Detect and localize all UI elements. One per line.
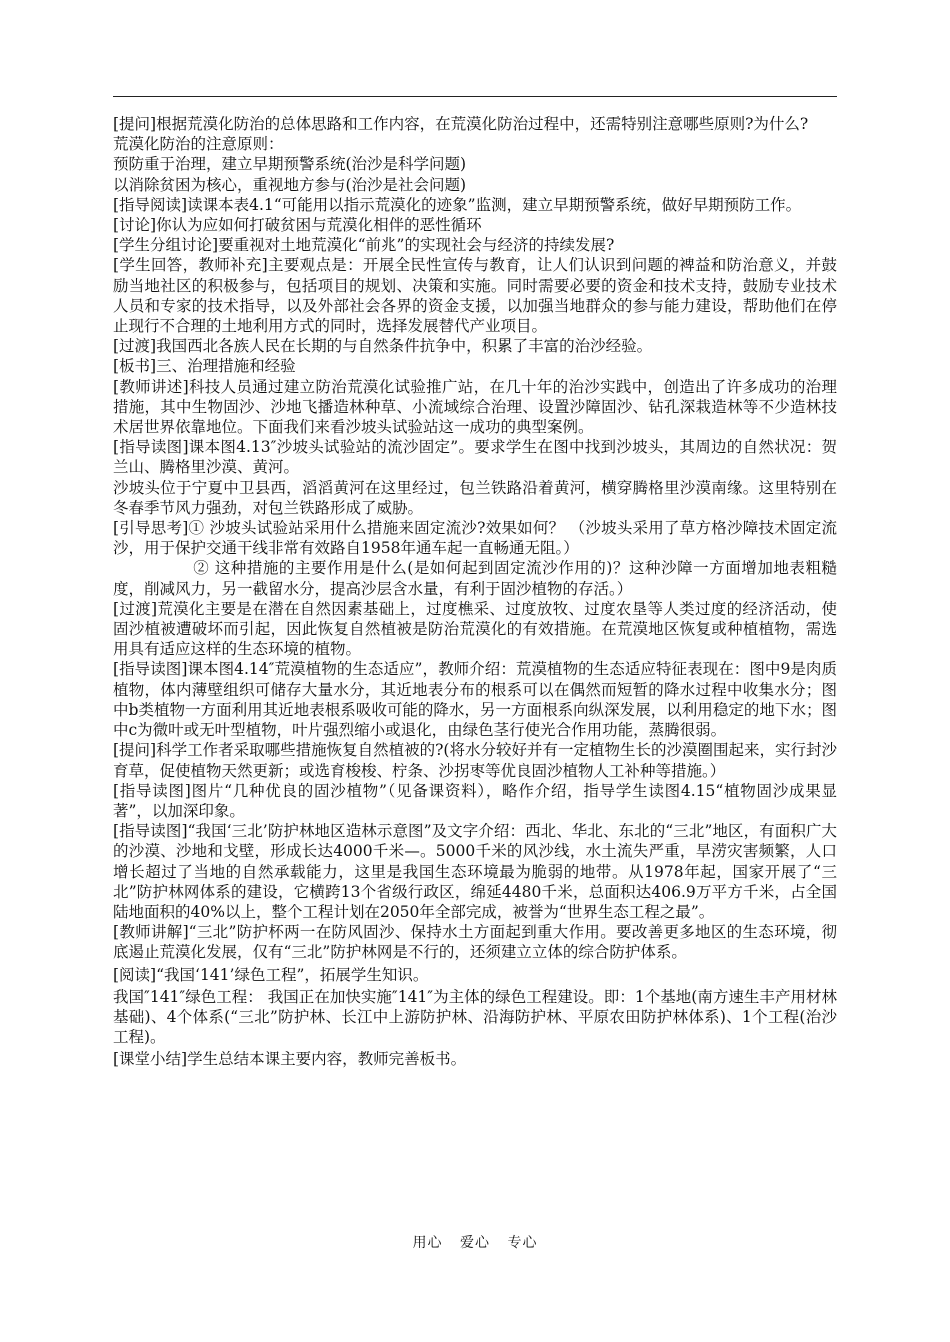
document-body	[113, 114, 837, 1070]
paragraph-teacher-narration: [教师讲述]科技人员通过建立防治荒漠化试验推广站，在几十年的治沙实践中，创造出了许多成功的治理措施，其中生物固沙、沙地飞播造林种草、小流域综合治理、设置沙障固沙、钻孔深栽造林等不少造林技术居世界依靠地位。下面我们来看沙坡头试验站这一成功的典型案例。	[113, 377, 837, 437]
paragraph-student-answer: [学生回答，教师补充]主要观点是：开展全民性宣传与教育，让人们认识到问题的裨益和防治意义，并鼓励当地社区的积极参与，包括项目的规划、决策和实施。同时需要必要的资金和技术支持，鼓励专业技术人员和专家的技术指导，以及外部社会各界的资金支援，以加强当地群众的参与能力建设，帮助他们在停止现行不合理的土地利用方式的同时，选择发展替代产业项目。	[113, 256, 837, 336]
paragraph-transition-vegetation: [过渡]荒漠化主要是在潜在自然因素基础上，过度樵采、过度放牧、过度农垦等人类过度的经济活动，使固沙植被遭破坏而引起，因此恢复自然植被是防治荒漠化的有效措施。在荒漠地区恢复或种植植物，需选用具有适应这样的生态环境的植物。	[113, 599, 837, 659]
paragraph-141-project: 我国″141″绿色工程： 我国正在加快实施″141″为主体的绿色工程建设。即：1个基地(南方速生丰产用材林基础)、4个体系(“三北”防护林、长江中上游防护林、沿海防护林、平原农田防护林体系)、1个工程(治沙工程)。	[113, 987, 837, 1047]
paragraph-guided-map-4-13: [指导读图]课本图4.13″沙坡头试验站的流沙固定”。要求学生在图中找到沙坡头，其周边的自然状况：贺兰山、腾格里沙漠、黄河。	[113, 438, 837, 477]
paragraph-guided-thinking-2: ② 这种措施的主要作用是什么(是如何起到固定流沙作用的)？这种沙障一方面增加地表粗糙度，削减风力，另一截留水分，提高沙层含水量，有利于固沙植物的存活。）	[113, 559, 837, 598]
paragraph-shapotou-location: 沙坡头位于宁夏中卫县西，滔滔黄河在这里经过，包兰铁路沿着黄河，横穿腾格里沙漠南缘。这里特别在冬春季节风力强劲，对包兰铁路形成了威胁。	[113, 478, 837, 517]
paragraph-question-restore: [提问]科学工作者采取哪些措施恢复自然植被的?(将水分较好并有一定植物生长的沙漠圈围起来，实行封沙育草，促使植物天然更新；或选育梭梭、柠条、沙拐枣等优良固沙植物人工补种等措施。）	[113, 741, 837, 780]
paragraph-guided-reading-table: [指导阅读]读课本表4.1“可能用以指示荒漠化的迹象”监测，建立早期预警系统，做好早期预防工作。	[113, 195, 802, 214]
paragraph-guided-map-plants: [指导读图]图片“几种优良的固沙植物”（见备课资料），略作介绍，指导学生读图4.15“植物固沙成果显著”，以加深印象。	[113, 781, 837, 820]
paragraph-guided-map-4-14: [指导读图]课本图4.14″荒漠植物的生态适应”，教师介绍：荒漠植物的生态适应特征表现在：图中9是肉质植物，体内薄壁组织可储存大量水分，其近地表分布的根系可以在偶然而短暂的降水过程中收集水分；图中b类植物一方面利用其近地表根系吸收可能的降水，另一方面根系向纵深发展，以利用稳定的地下水；图中c为微叶或无叶型植物，叶片强烈缩小或退化，由绿色茎行使光合作用功能，蒸腾很弱。	[113, 660, 837, 740]
header-rule	[113, 96, 837, 97]
paragraph-three-north: [指导读图]“我国‘三北’防护林地区造林示意图”及文字介绍：西北、华北、东北的“三北”地区，有面积广大的沙漠、沙地和戈壁，形成长达4000千米—。5000千米的风沙线，水土流失严重，旱涝灾害频繁，人口增长超过了当地的自然承载能力，这里是我国生态环境最为脆弱的地带。从1978年起，国家开展了“三北”防护林网体系的建设，它横跨13个省级行政区，绵延4480千米，总面积达406.9万平方千米，占全国陆地面积的40%以上，整个工程计划在2050年全部完成，被誉为“世界生态工程之最”。	[113, 822, 837, 921]
paragraph-question-principles: [提问]根据荒漠化防治的总体思路和工作内容，在荒漠化防治过程中，还需特别注意哪些原则?为什么?	[113, 115, 809, 133]
paragraph-group-discussion: [学生分组讨论]要重视对土地荒漠化“前兆”的实现社会与经济的持续发展?	[113, 236, 615, 255]
paragraph-reading-141: [阅读]“我国‘141’绿色工程”，拓展学生知识。	[113, 965, 429, 984]
paragraph-teacher-explain: [教师讲解]“三北”防护杯两一在防风固沙、保持水土方面起到重大作用。要改善更多地区的生态环境，彻底遏止荒漠化发展，仅有“三北”防护林网是不行的，还须建立立体的综合防护体系。	[113, 923, 837, 962]
paragraph-principle-prevention: 预防重于治理，建立早期预警系统(治沙是科学问题)	[113, 155, 467, 174]
paragraph-principle-poverty: 以消除贫困为核心，重视地方参与(治沙是社会问题)	[113, 175, 467, 194]
paragraph-summary: [课堂小结]学生总结本课主要内容，教师完善板书。	[113, 1050, 467, 1069]
paragraph-transition-experience: [过渡]我国西北各族人民在长期的与自然条件抗争中，积累了丰富的治沙经验。	[113, 337, 653, 356]
paragraph-guided-thinking-1: [引导思考]① 沙坡头试验站采用什么措施来固定流沙?效果如何？ （沙坡头采用了草方格沙障技术固定流沙，用于保护交通干线非常有效路自1958年通车起一直畅通无阻。）	[113, 519, 837, 558]
paragraph-principles-heading: 荒漠化防治的注意原则：	[113, 135, 284, 154]
paragraph-discussion: [讨论]你认为应如何打破贫困与荒漠化相伴的恶性循环	[113, 216, 482, 235]
paragraph-blackboard: [板书]三、治理措施和经验	[113, 357, 296, 376]
page-footer: 用心 爱心 专心	[412, 1235, 538, 1251]
